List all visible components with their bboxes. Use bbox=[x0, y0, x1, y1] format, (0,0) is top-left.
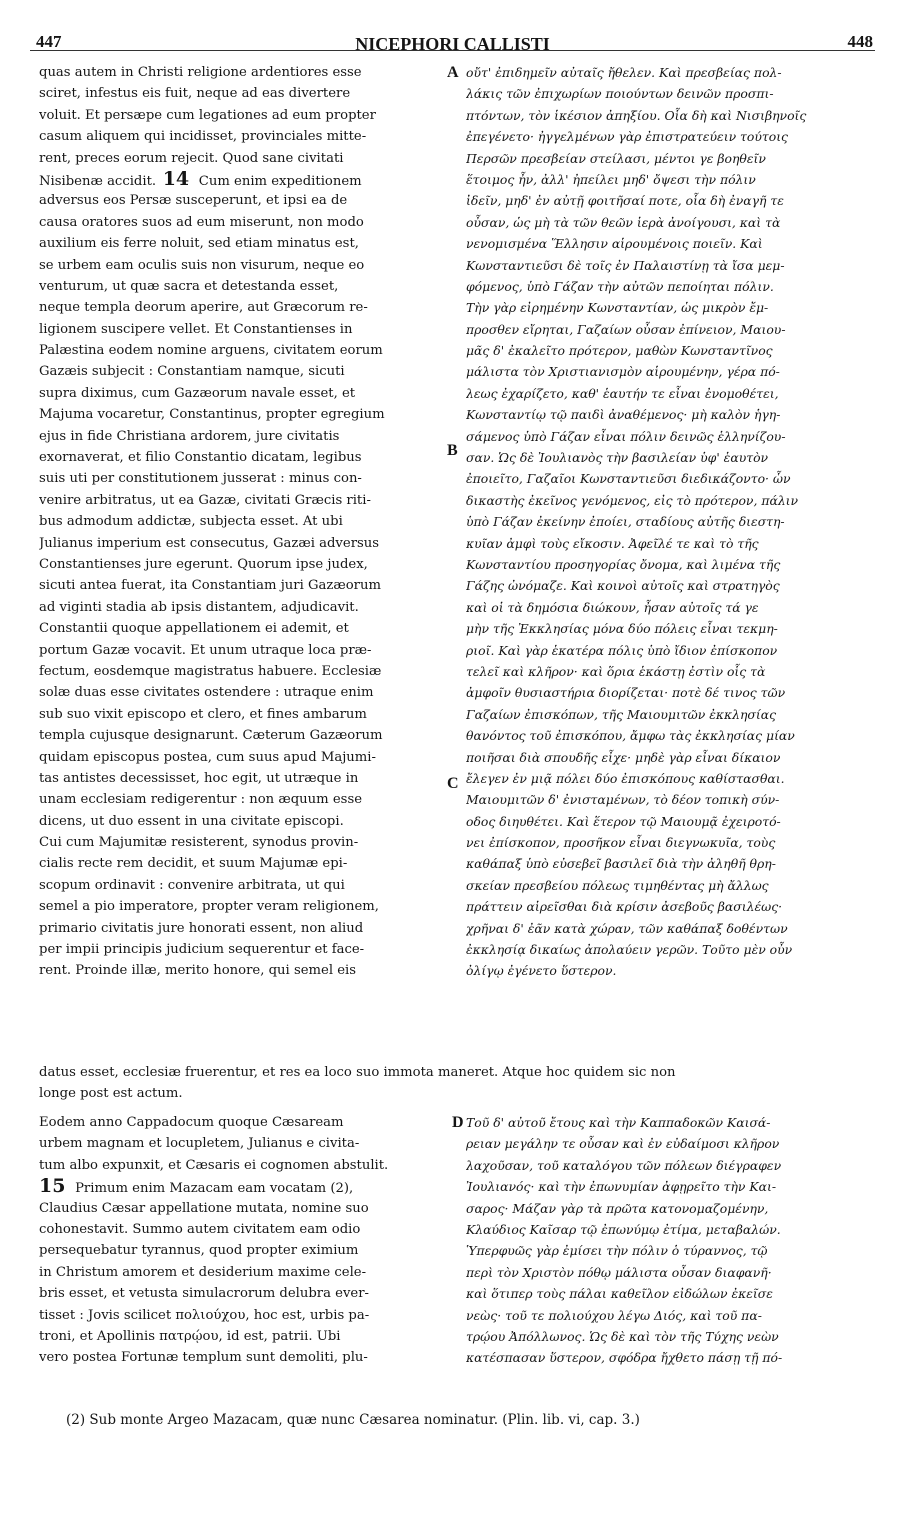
greek-text-line: ποιῆσαι διὰ σπουδῆς εἶχε· μηδὲ γὰρ εἶναι δίκαιον bbox=[466, 749, 781, 765]
latin-text-line: venturum, ut quæ sacra et detestanda esset, bbox=[39, 278, 339, 294]
greek-text-line: πράττειν αἱρεῖσθαι διὰ κρίσιν ἀσεβοῦς βασιλέως· bbox=[466, 899, 783, 915]
latin-text-line: Majuma vocaretur, Constantinus, propter egregium bbox=[39, 407, 385, 423]
latin-text-line: Claudius Cæsar appellatione mutata, nomine suo bbox=[39, 1200, 369, 1216]
greek-text-line: ἕτοιμος ἦν, ἀλλ' ἠπείλει μηδ' ὄψεσι τὴν πόλιν bbox=[466, 171, 756, 187]
greek-text-line: λάκις τῶν ἐπιχωρίων ποιούντων δεινῶν προσπι- bbox=[466, 86, 774, 102]
full-width-text-line: longe post est actum. bbox=[39, 1086, 183, 1102]
greek-text-line: Γαζαίων ἐπισκόπων, τῆς Μαιουμιτῶν ἐκκλησίας bbox=[466, 706, 777, 722]
greek-text-line: θανόντος τοῦ ἐπισκόπου, ἄμφω τὰς ἐκκλησίας μίαν bbox=[466, 728, 795, 744]
latin-column-bottom bbox=[39, 1112, 451, 1369]
greek-text-line: ἀμφοῖν θυσιαστήρια διορίζεται· ποτὲ δέ τινος τῶν bbox=[466, 685, 786, 701]
greek-text-line: Γάζης ὠνόμαζε. Καὶ κοινοὶ αὐτοῖς καὶ στρατηγὸς bbox=[466, 578, 780, 594]
latin-text-line: suis uti per constitutionem jusserat : minus con- bbox=[39, 471, 362, 487]
latin-text-line: unam ecclesiam redigerentur : non æquum esse bbox=[39, 792, 363, 808]
latin-text-line: sciret, infestus eis fuit, neque ad eas divertere bbox=[39, 86, 351, 102]
latin-text-line: in Christum amorem et desiderium maxime cele- bbox=[39, 1264, 367, 1280]
latin-text-line: Palæstina eodem nomine arguens, civitatem eorum bbox=[39, 343, 383, 359]
section-number-15: 15 bbox=[39, 1175, 73, 1198]
greek-text-line: προσθεν εἴρηται, Γαζαίων οὖσαν ἐπίνειον, Μαιου- bbox=[466, 321, 786, 337]
latin-text-line: cohonestavit. Summo autem civitatem eam odio bbox=[39, 1221, 361, 1237]
latin-text-line: Eodem anno Cappadocum quoque Cæsaream bbox=[39, 1115, 344, 1130]
greek-text-line: ὀλίγῳ ἐγένετο ὕστερον. bbox=[466, 963, 617, 979]
section-number-14: 14 bbox=[156, 167, 196, 190]
latin-text-line: vero postea Fortunæ templum sunt demoliti, plu- bbox=[39, 1350, 368, 1366]
running-title: NICEPHORI CALLISTI bbox=[355, 34, 550, 54]
greek-text-line: σαν. Ὡς δὲ Ἰουλιανὸς τὴν βασιλείαν ὑφ' ἑαυτὸν bbox=[466, 450, 769, 466]
greek-text-line: σάμενος ὑπὸ Γάζαν εἶναι πόλιν δεινῶς ἑλληνίζου- bbox=[466, 428, 786, 444]
margin-marker-c: C bbox=[447, 775, 459, 792]
latin-text-line: primario civitatis jure honorati essent, non aliud bbox=[39, 920, 364, 936]
greek-text-line: φόμενος, ὑπὸ Γάζαν τὴν αὐτῶν πεποίηται πόλιν. bbox=[466, 278, 774, 294]
latin-text-line: persequebatur tyrannus, quod propter eximium bbox=[39, 1243, 359, 1259]
latin-text-line: casum aliquem qui incidisset, provinciales mitte- bbox=[39, 129, 367, 145]
latin-text-line: sub suo vixit episcopo et clero, et fines ambarum bbox=[39, 706, 367, 722]
greek-text-line: κυῖαν ἀμφὶ τοὺς εἴκοσιν. Ἀφεῖλέ τε καὶ τὸ τῆς bbox=[466, 535, 759, 551]
greek-text-line: Ἰουλιανός· καὶ τὴν ἐπωνυμίαν ἀφῃρεῖτο τὴν Και- bbox=[466, 1179, 777, 1195]
greek-text-line: χρῆναι δ' ἐᾶν κατὰ χώραν, τῶν καθάπαξ δοθέντων bbox=[466, 920, 788, 936]
greek-text-line: τρῴου Ἀπόλλωνος. Ὡς δὲ καὶ τὸν τῆς Τύχης νεὼν bbox=[466, 1328, 779, 1344]
latin-text-line: dicens, ut duo essent in una civitate episcopi. bbox=[39, 813, 344, 829]
latin-text-line: bris esset, et vetusta simulacrorum delubra ever- bbox=[39, 1286, 369, 1302]
latin-text-line: ejus in fide Christiana ardorem, jure civitatis bbox=[39, 428, 340, 444]
greek-column-bottom bbox=[466, 1112, 882, 1369]
latin-text-line: portum Gazæ vocavit. Et unum utraque loca præ- bbox=[39, 642, 372, 658]
greek-column-top bbox=[466, 62, 882, 982]
margin-marker-a: A bbox=[447, 64, 459, 81]
latin-text-line: quidam episcopus postea, cum suus apud Majumi- bbox=[39, 749, 376, 765]
greek-text-line: Κωνσταντιεῦσι δὲ τοῖς ἐν Παλαιστίνῃ τὰ ἴσα μεμ- bbox=[466, 257, 785, 273]
greek-text-line: πτόντων, τὸν ἱκέσιον ἀπηξίου. Οἷα δὴ καὶ Νισιβηνοῖς bbox=[466, 107, 807, 123]
page-header bbox=[30, 6, 875, 54]
greek-text-line: τελεῖ καὶ κλῆρον· καὶ ὅρια ἑκάστῃ ἐστὶν οἷς τὰ bbox=[466, 663, 766, 679]
greek-text-line: καὶ ὅτιπερ τοὺς πάλαι καθεῖλον εἰδώλων ἐκεῖσε bbox=[466, 1286, 773, 1302]
margin-marker-d: D bbox=[452, 1114, 464, 1131]
latin-text-line: tas antistes decessisset, hoc egit, ut utræque in bbox=[39, 770, 359, 786]
latin-text-line: Constantii quoque appellationem ei ademit, et bbox=[39, 621, 349, 637]
greek-text-line: καὶ οἱ τὰ δημόσια διώκουν, ἦσαν αὐτοῖς τά γε bbox=[466, 599, 759, 615]
left-page-number: 447 bbox=[36, 32, 62, 51]
latin-text-line: troni, et Apollinis πατρῴου, id est, patrii. Ubi bbox=[39, 1328, 341, 1344]
greek-text-line: Τὴν γὰρ εἰρημένην Κωνσταντίαν, ὡς μικρὸν ἔμ- bbox=[466, 300, 769, 316]
greek-text-line: λαχοῦσαν, τοῦ καταλόγου τῶν πόλεων διέγραφεν bbox=[466, 1157, 782, 1173]
latin-text-line: quas autem in Christi religione ardentiores esse bbox=[39, 65, 362, 80]
latin-text-line: rent. Proinde illæ, merito honore, qui semel eis bbox=[39, 963, 357, 979]
full-width-text bbox=[39, 1062, 882, 1105]
latin-text-line: scopum ordinavit : convenire arbitrata, ut qui bbox=[39, 877, 345, 893]
latin-text-line: Gazæis subjecit : Constantiam namque, sicuti bbox=[39, 364, 345, 380]
greek-text-line: Τοῦ δ' αὐτοῦ ἔτους καὶ τὴν Καππαδοκῶν Καισά- bbox=[466, 1115, 771, 1130]
latin-text-line: per impii principis judicium sequerentur et face- bbox=[39, 942, 365, 958]
greek-text-line: μᾶς δ' ἐκαλεῖτο πρότερον, μαθὼν Κωνσταντῖνος bbox=[466, 343, 773, 359]
greek-text-line: ἔλεγεν ἐν μιᾷ πόλει δύο ἐπισκόπους καθίστασθαι. bbox=[466, 770, 785, 786]
latin-text-line: sicuti antea fuerat, ita Constantiam juri Gazæorum bbox=[39, 578, 381, 594]
right-page-number: 448 bbox=[847, 32, 873, 51]
latin-text-line: auxilium eis ferre noluit, sed etiam minatus est, bbox=[39, 236, 359, 252]
greek-text-line: ἰδεῖν, μηδ' ἐν αὐτῇ φοιτῆσαί ποτε, οἷα δὴ ἐναγῆ τε bbox=[466, 193, 784, 209]
greek-text-line: οὖσαν, ὡς μὴ τὰ τῶν θεῶν ἱερὰ ἀνοίγουσι, καὶ τὰ bbox=[466, 214, 781, 230]
latin-text-line: supra diximus, cum Gazæorum navale esset, et bbox=[39, 385, 356, 401]
greek-text-line: δικαστὴς ἐκεῖνος γενόμενος, εἰς τὸ πρότερον, πάλιν bbox=[466, 492, 799, 508]
latin-text-line: causa oratores suos ad eum miserunt, non modo bbox=[39, 214, 364, 230]
greek-text-line: Κωνσταντίῳ τῷ παιδὶ ἀναθέμενος· μὴ καλὸν ἡγη- bbox=[466, 407, 781, 423]
greek-text-line: οδος διηυθέτει. Καὶ ἕτερον τῷ Μαιουμᾷ ἐχειροτό- bbox=[466, 813, 781, 829]
latin-text-line: voluit. Et persæpe cum legationes ad eum propter bbox=[39, 107, 376, 123]
latin-column-top bbox=[39, 62, 451, 982]
latin-text-line: tum albo expunxit, et Cæsaris ei cognomen abstulit. bbox=[39, 1157, 389, 1173]
greek-text-line: καθάπαξ ὑπὸ εὐσεβεῖ βασιλεῖ διὰ τὴν ἀληθῆ θρη- bbox=[466, 856, 776, 872]
latin-text-line: fectum, eosdemque magistratus habuere. Ecclesiæ bbox=[39, 663, 382, 679]
greek-text-line: νεὼς· τοῦ τε πολιούχου λέγω Διός, καὶ τοῦ πα- bbox=[466, 1307, 762, 1323]
latin-text-line: Cui cum Majumitæ resisterent, synodus provin- bbox=[39, 835, 359, 851]
latin-text-line: rent, preces eorum rejecit. Quod sane civitati bbox=[39, 150, 344, 166]
greek-text-line: μὴν τῆς Ἐκκλησίας μόνα δύο πόλεις εἶναι τεκμη- bbox=[466, 621, 778, 637]
greek-text-line: ριοῖ. Καὶ γὰρ ἑκατέρα πόλις ὑπὸ ἴδιον ἐπίσκοπον bbox=[466, 642, 778, 658]
greek-text-line: ρειαν μεγάλην τε οὖσαν καὶ ἐν εὐδαίμοσι κλῆρον bbox=[466, 1136, 780, 1152]
greek-text-line: νει ἐπίσκοπον, προσῆκον εἶναι διεγνωκυῖα, τοὺς bbox=[466, 835, 776, 851]
latin-text-line: exornaverat, et filio Constantio dicatam, legibus bbox=[39, 450, 362, 466]
greek-text-line: ἐκκλησίᾳ δικαίως ἀπολαύειν γερῶν. Τοῦτο μὲν οὖν bbox=[466, 942, 793, 958]
latin-text-line: venire arbitratus, ut ea Gazæ, civitati Græcis riti- bbox=[39, 492, 371, 508]
latin-text-line: ad viginti stadia ab ipsis distantem, adjudicavit. bbox=[39, 599, 359, 615]
latin-text-line: tisset : Jovis scilicet πολιούχου, hoc est, urbis pa- bbox=[39, 1307, 370, 1323]
latin-text-fragment: Cum enim expeditionem bbox=[198, 173, 362, 189]
latin-text-fragment: Primum enim Mazacam eam vocatam (2), bbox=[75, 1181, 354, 1197]
latin-text-line: neque templa deorum aperire, aut Græcorum re- bbox=[39, 300, 368, 316]
latin-text-line: templa cujusque designarunt. Cæterum Gazæorum bbox=[39, 728, 383, 744]
latin-text-line: Julianus imperium est consecutus, Gazæi adversus bbox=[39, 535, 380, 551]
latin-text-line: solæ duas esse civitates ostendere : utraque enim bbox=[39, 685, 374, 701]
latin-text-line: urbem magnam et locupletem, Julianus e civita- bbox=[39, 1136, 360, 1152]
greek-text-line: σκείαν πρεσβείου πόλεως τιμηθέντας μὴ ἄλλως bbox=[466, 877, 769, 893]
footnote: (2) Sub monte Argeo Mazacam, quæ nunc Cæsarea nominatur. (Plin. lib. vi, cap. 3.) bbox=[66, 1412, 640, 1428]
greek-text-line: κατέσπασαν ὕστερον, σφόδρα ἤχθετο πάσῃ τῇ πό- bbox=[466, 1350, 783, 1366]
latin-text-line: semel a pio imperatore, propter veram religionem, bbox=[39, 899, 379, 915]
greek-text-line: Ὑπερφυῶς γὰρ ἐμίσει τὴν πόλιν ὁ τύραννος, τῷ bbox=[466, 1243, 768, 1259]
greek-text-line: Κλαύδιος Καῖσαρ τῷ ἐπωνύμῳ ἐτίμα, μεταβαλών. bbox=[466, 1221, 781, 1237]
latin-text-line: adversus eos Persæ susceperunt, et ipsi ea de bbox=[39, 193, 348, 209]
latin-text-line: Constantienses jure egerunt. Quorum ipse judex, bbox=[39, 556, 368, 572]
greek-text-line: ἐποιεῖτο, Γαζαῖοι Κωνσταντιεῦσι διεδικάζοντο· ὧν bbox=[466, 471, 791, 487]
greek-text-line: περὶ τὸν Χριστὸν πόθῳ μάλιστα οὖσαν διαφανῆ· bbox=[466, 1264, 772, 1280]
latin-text-line: cialis recte rem decidit, et suum Majumæ epi- bbox=[39, 856, 348, 872]
full-width-text-line: datus esset, ecclesiæ fruerentur, et res ea loco suo immota maneret. Atque hoc quidem sic non bbox=[39, 1065, 676, 1080]
greek-text-line: ὑπὸ Γάζαν ἐκείνην ἐποίει, σταδίους αὐτῆς διεστη- bbox=[466, 514, 785, 530]
latin-text-line bbox=[39, 1176, 451, 1197]
greek-text-line: μάλιστα τὸν Χριστιανισμὸν αἱρουμένην, γέρα πό- bbox=[466, 364, 780, 380]
greek-text-line: οὔτ' ἐπιδημεῖν αὐταῖς ἤθελεν. Καὶ πρεσβείας πολ- bbox=[466, 65, 782, 80]
greek-text-line: λεως ἐχαρίζετο, καθ' ἑαυτήν τε εἶναι ἐνομοθέτει, bbox=[466, 385, 779, 401]
greek-text-line: νενομισμένα Ἕλλησιν αἱρουμένοις ποιεῖν. Καὶ bbox=[466, 236, 763, 252]
margin-marker-b: B bbox=[447, 442, 458, 459]
greek-text-line: Μαιουμιτῶν δ' ἐνισταμένων, τὸ δέον τοπικὴ σύν- bbox=[466, 792, 780, 808]
greek-text-line: σαρος· Μάζαν γὰρ τὰ πρῶτα κατονομαζομένην, bbox=[466, 1200, 769, 1216]
greek-text-line: ἐπεγένετο· ἠγγελμένων γὰρ ἐπιστρατεύειν τούτοις bbox=[466, 129, 788, 145]
latin-text-line: ligionem suscipere vellet. Et Constantienses in bbox=[39, 321, 353, 337]
latin-text-line: bus admodum addictæ, subjecta esset. At ubi bbox=[39, 514, 343, 530]
latin-text-line: Nisibenæ accidit. 14 Cum enim expeditionem bbox=[39, 167, 362, 190]
greek-text-line: Περσῶν πρεσβείαν στείλασι, μέντοι γε βοηθεῖν bbox=[466, 150, 766, 166]
latin-text-line: se urbem eam oculis suis non visurum, neque eo bbox=[39, 257, 365, 273]
greek-text-line: Κωνσταντίου προσηγορίας ὄνομα, καὶ λιμένα τῆς bbox=[466, 556, 781, 572]
